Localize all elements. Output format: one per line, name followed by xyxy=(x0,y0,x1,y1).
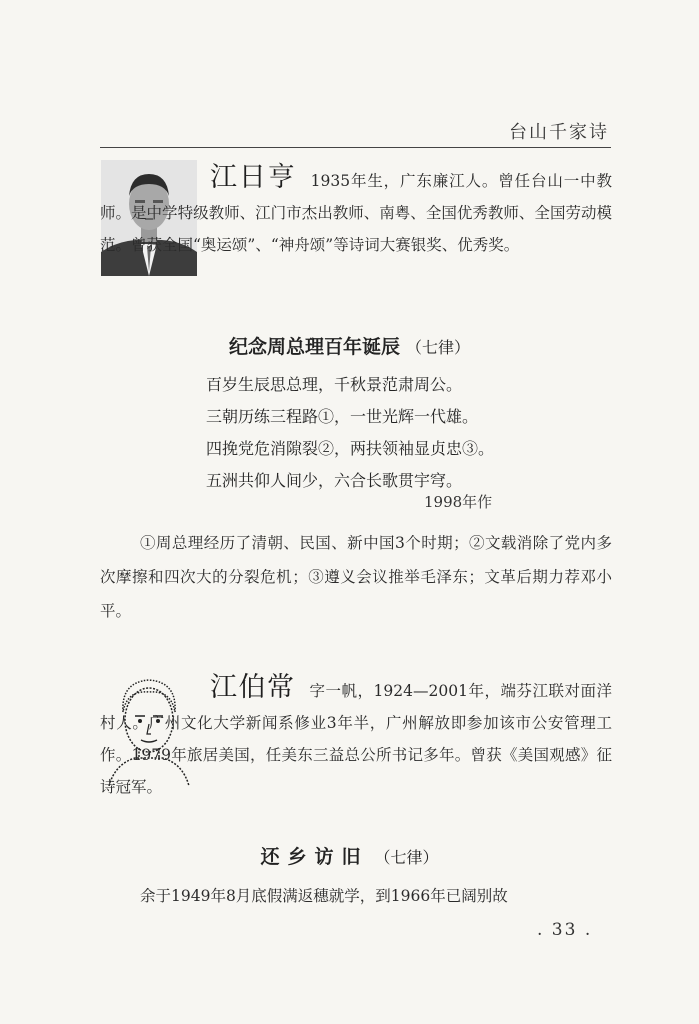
poem-title: 还乡访旧 xyxy=(260,846,369,868)
biography-text: 字一帆，1924—2001年，端芬江联对面洋村人。广州文化大学新闻系修业3年半，广州解放即参加该市公安管理工作。1979年旅居美国，任美东三益总公所书记多年。曾获《美国观感》征诗冠军。 xyxy=(100,682,613,796)
poem-form: （七律） xyxy=(374,848,439,867)
poem-line: 五洲共仰人间少，六合长歌贯宇穹。 xyxy=(206,471,463,490)
running-header: 台山千家诗 xyxy=(509,122,609,143)
poem-line: 四挽党危消隙裂②，两扶领袖显贞忠③。 xyxy=(206,439,495,458)
poem-line: 百岁生辰思总理，千秋景范肃周公。 xyxy=(206,375,463,394)
biography-jiang-bochang xyxy=(100,672,612,803)
footnotes: ①周总理经历了清朝、民国、新中国3个时期；②文载消除了党内多次摩擦和四次大的分裂危机；③遵义会议推举毛泽东；文革后期力荐邓小平。 xyxy=(100,534,612,620)
biography-jiang-riheng xyxy=(100,162,612,261)
poet-name: 江日亨 xyxy=(210,162,297,193)
poem-line: 三朝历练三程路①，一世光辉一代雄。 xyxy=(206,407,479,426)
poem-title-block xyxy=(0,332,699,359)
poem-date: 1998年作 xyxy=(424,493,493,511)
poem-body xyxy=(206,369,494,497)
preface-text: 余于1949年8月底假满返穗就学，到1966年已阔别故 xyxy=(140,887,508,905)
poem-title-block xyxy=(0,842,699,869)
poem-title: 纪念周总理百年诞辰 xyxy=(228,336,400,358)
poem-form: （七律） xyxy=(406,338,471,357)
biography-text: 1935年生，广东廉江人。曾任台山一中教师。是中学特级教师、江门市杰出教师、南粤、全国优秀教师、全国劳动模范。曾获全国“奥运颂”、“神舟颂”等诗词大赛银奖、优秀奖。 xyxy=(100,172,613,254)
poet-name: 江伯常 xyxy=(210,672,296,703)
header-rule xyxy=(100,147,611,148)
page-number: . 33 . xyxy=(537,920,593,940)
